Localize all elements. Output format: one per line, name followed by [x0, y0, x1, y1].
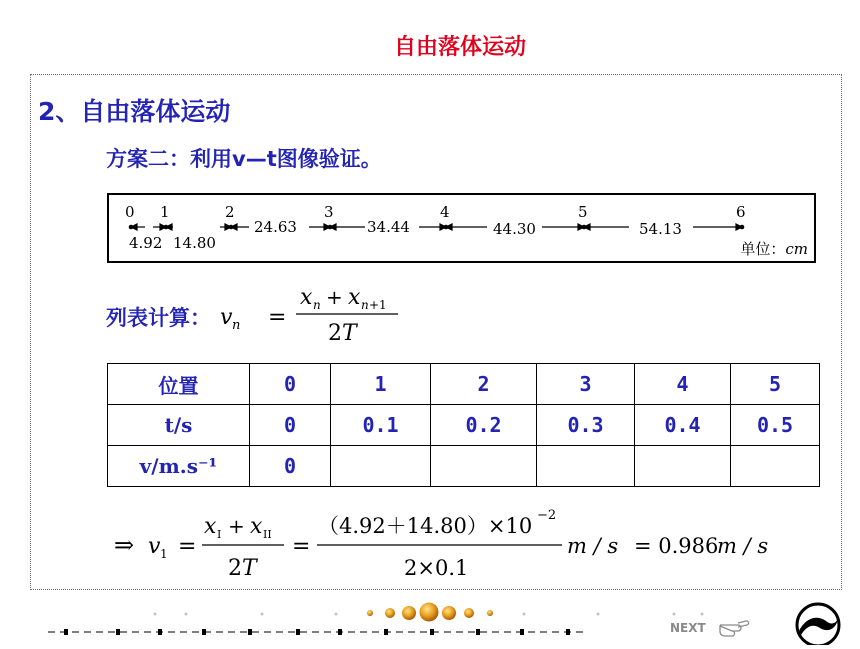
tape-point-label: 5: [578, 203, 588, 221]
table-cell: 1: [331, 364, 431, 405]
svg-text:=: =: [178, 534, 197, 559]
table-cell: 位置: [108, 364, 250, 405]
table-cell: 0.4: [635, 405, 731, 446]
tape-unit-label: 单位：cm: [740, 240, 808, 258]
tape-point-label: 2: [225, 203, 235, 221]
svg-text:II: II: [263, 528, 272, 541]
table-cell: [431, 446, 537, 487]
table-cell: 4: [635, 364, 731, 405]
scheme-text: 方案二：利用v—t图像验证。: [106, 147, 382, 171]
svg-text:2T: 2T: [328, 321, 357, 346]
table-cell: 0.1: [331, 405, 431, 446]
table-row: [108, 405, 820, 446]
svg-text:x: x: [250, 514, 263, 539]
svg-text:2T: 2T: [228, 556, 257, 581]
svg-text:+: +: [228, 514, 245, 538]
tape-segment-label: 4.92: [129, 234, 163, 252]
table-cell: v/m.s⁻¹: [108, 446, 250, 487]
tape-segment-label: 24.63: [254, 218, 297, 236]
svg-text:=: =: [268, 305, 287, 330]
svg-text:x: x: [300, 285, 313, 310]
next-hand-icon: [720, 621, 749, 636]
table-cell: 3: [537, 364, 635, 405]
svg-text:n: n: [313, 298, 321, 312]
unit-left: m / s: [567, 534, 619, 558]
section-title: 2、自由落体运动: [38, 97, 231, 126]
table-cell: 2: [431, 364, 537, 405]
calc-label: 列表计算：: [106, 306, 211, 330]
svg-text:n: n: [361, 298, 369, 312]
table-cell: [731, 446, 820, 487]
table-cell: [331, 446, 431, 487]
table-cell: 0.2: [431, 405, 537, 446]
denominator-values: 2×0.1: [404, 556, 469, 580]
table-cell: [635, 446, 731, 487]
table-cell: 0: [250, 446, 331, 487]
svg-text:I: I: [217, 528, 222, 541]
table-cell: 0: [250, 364, 331, 405]
svg-text:=: =: [292, 534, 311, 559]
svg-text:+1: +1: [369, 298, 387, 312]
table-row: [108, 446, 820, 487]
footer-decoration: [0, 595, 860, 645]
table-cell: 5: [731, 364, 820, 405]
svg-text:1: 1: [160, 547, 168, 561]
tape-segment-label: 34.44: [367, 218, 410, 236]
tape-svg: [109, 195, 814, 261]
tape-point-label: 1: [160, 203, 170, 221]
svg-text:x: x: [348, 285, 361, 310]
slide-title: 自由落体运动: [393, 35, 526, 60]
tape-point-label: 3: [324, 203, 334, 221]
svg-text:v: v: [220, 305, 233, 330]
data-table: [107, 363, 820, 487]
svg-text:n: n: [232, 318, 241, 333]
tape-segment-label: 54.13: [639, 220, 682, 238]
table-cell: 0.3: [537, 405, 635, 446]
vn-formula: [218, 284, 418, 350]
logo-icon: [797, 604, 839, 645]
tape-segment-label: 44.30: [493, 220, 536, 238]
exponent: −2: [537, 508, 557, 523]
svg-text:x: x: [204, 514, 217, 539]
next-button[interactable]: NEXT: [670, 621, 706, 635]
tape-point-label: 0: [125, 203, 135, 221]
svg-text:v: v: [148, 534, 161, 559]
ticker-tape-diagram: [107, 193, 816, 263]
table-cell: [537, 446, 635, 487]
result-equation: [112, 503, 802, 589]
svg-text:⇒: ⇒: [114, 531, 135, 559]
table-cell: 0: [250, 405, 331, 446]
table-cell: t/s: [108, 405, 250, 446]
tape-segment-label: 14.80: [173, 234, 216, 252]
tape-point-label: 4: [440, 203, 450, 221]
tape-point-label: 6: [736, 203, 746, 221]
table-cell: 0.5: [731, 405, 820, 446]
result-value: = 0.986: [634, 534, 719, 558]
numerator-values: （4.92＋14.80）×10: [318, 514, 533, 538]
table-row: [108, 364, 820, 405]
svg-text:+: +: [326, 285, 343, 309]
unit-right: m / s: [717, 534, 769, 558]
